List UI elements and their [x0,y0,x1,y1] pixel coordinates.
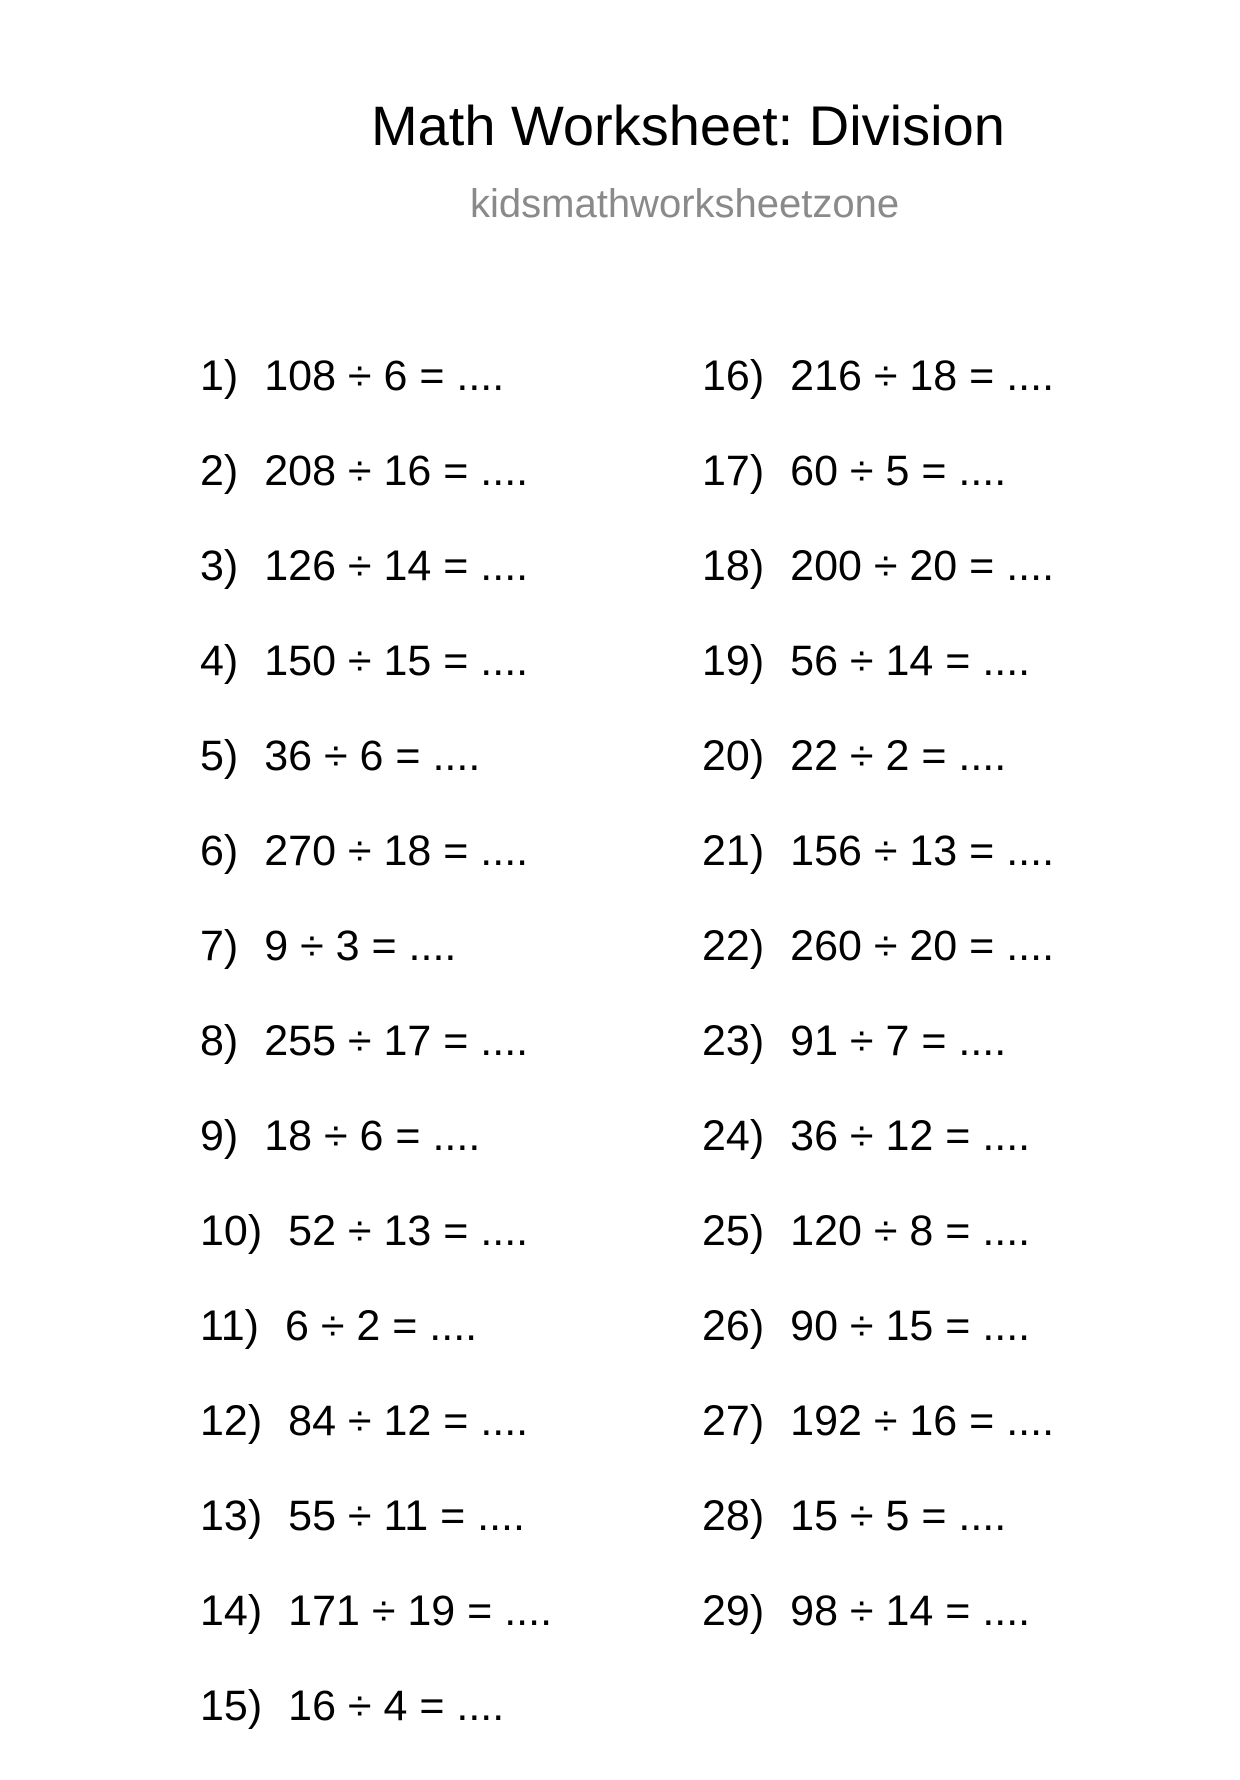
problem-item [702,352,1055,450]
problem-number: 6) [200,827,239,875]
problem-expression: 9 ÷ 3 = .... [264,922,457,970]
problem-expression: 260 ÷ 20 = .... [790,922,1055,970]
problem-item [200,1017,552,1115]
problem-expression: 16 ÷ 4 = .... [288,1682,505,1730]
problem-expression: 36 ÷ 12 = .... [790,1112,1031,1160]
problem-expression: 255 ÷ 17 = .... [264,1017,529,1065]
problem-item [702,1397,1055,1495]
problem-expression: 270 ÷ 18 = .... [264,827,529,875]
problem-expression: 56 ÷ 14 = .... [790,637,1031,685]
problem-number: 20) [702,732,765,780]
problems-column-left [200,352,553,1780]
problem-item [702,1492,1054,1590]
problem-number: 8) [200,1017,239,1065]
problem-expression: 108 ÷ 6 = .... [264,352,505,400]
problem-number: 18) [702,542,765,590]
problem-number: 14) [200,1587,263,1635]
problem-number: 1) [200,352,239,400]
problem-number: 3) [200,542,239,590]
problem-item [702,732,1054,830]
problem-item [200,827,552,925]
problem-number: 2) [200,447,239,495]
problem-expression: 171 ÷ 19 = .... [288,1587,553,1635]
problem-number: 5) [200,732,239,780]
problem-expression: 216 ÷ 18 = .... [790,352,1055,400]
problem-expression: 200 ÷ 20 = .... [790,542,1055,590]
problem-expression: 91 ÷ 7 = .... [790,1017,1007,1065]
problem-expression: 18 ÷ 6 = .... [264,1112,481,1160]
problem-item [702,542,1055,640]
problems-column-right [702,352,1055,1685]
problem-expression: 36 ÷ 6 = .... [264,732,481,780]
problem-expression: 22 ÷ 2 = .... [790,732,1007,780]
problem-item [702,1207,1054,1305]
problem-item [702,637,1054,735]
problem-expression: 55 ÷ 11 = .... [288,1492,525,1540]
worksheet-subtitle: kidsmathworksheetzone [470,182,900,226]
problem-expression: 98 ÷ 14 = .... [790,1587,1031,1635]
worksheet-title: Math Worksheet: Division [371,94,1005,157]
problem-item [200,1112,552,1210]
problem-item [200,732,552,830]
problem-item [200,1492,552,1590]
problem-number: 16) [702,352,765,400]
problem-item [200,922,552,1020]
problem-number: 13) [200,1492,263,1540]
problem-item [200,352,552,450]
problem-expression: 52 ÷ 13 = .... [288,1207,529,1255]
problem-number: 17) [702,447,765,495]
problem-expression: 60 ÷ 5 = .... [790,447,1007,495]
problem-number: 10) [200,1207,263,1255]
problem-number: 19) [702,637,765,685]
problem-number: 7) [200,922,239,970]
problem-expression: 120 ÷ 8 = .... [790,1207,1031,1255]
problem-expression: 150 ÷ 15 = .... [264,637,529,685]
problem-number: 24) [702,1112,765,1160]
problem-item [702,1112,1054,1210]
problem-expression: 192 ÷ 16 = .... [790,1397,1055,1445]
problem-number: 21) [702,827,765,875]
problem-number: 9) [200,1112,239,1160]
problem-item [200,542,552,640]
problem-item [702,1302,1054,1400]
problem-number: 25) [702,1207,765,1255]
problem-number: 26) [702,1302,765,1350]
problem-expression: 126 ÷ 14 = .... [264,542,529,590]
problem-number: 12) [200,1397,263,1445]
problem-item [200,1587,553,1685]
problem-expression: 84 ÷ 12 = .... [288,1397,529,1445]
problem-item [200,1682,552,1780]
problem-expression: 156 ÷ 13 = .... [790,827,1055,875]
problem-item [702,1017,1054,1115]
problem-expression: 15 ÷ 5 = .... [790,1492,1007,1540]
problem-number: 29) [702,1587,765,1635]
problem-number: 28) [702,1492,765,1540]
problem-number: 27) [702,1397,765,1445]
problem-item [200,1302,552,1400]
problem-number: 4) [200,637,239,685]
problem-expression: 208 ÷ 16 = .... [264,447,529,495]
problem-number: 11) [200,1302,259,1350]
problem-item [200,447,552,545]
problem-number: 23) [702,1017,765,1065]
problem-expression: 6 ÷ 2 = .... [284,1302,478,1350]
problem-item [702,1587,1054,1685]
problem-item [702,447,1054,545]
problem-number: 15) [200,1682,263,1730]
problem-item [702,827,1055,925]
problem-number: 22) [702,922,765,970]
problem-item [200,1397,552,1495]
problem-item [200,1207,552,1305]
problem-item [702,922,1055,1020]
problem-item [200,637,552,735]
problem-expression: 90 ÷ 15 = .... [790,1302,1031,1350]
